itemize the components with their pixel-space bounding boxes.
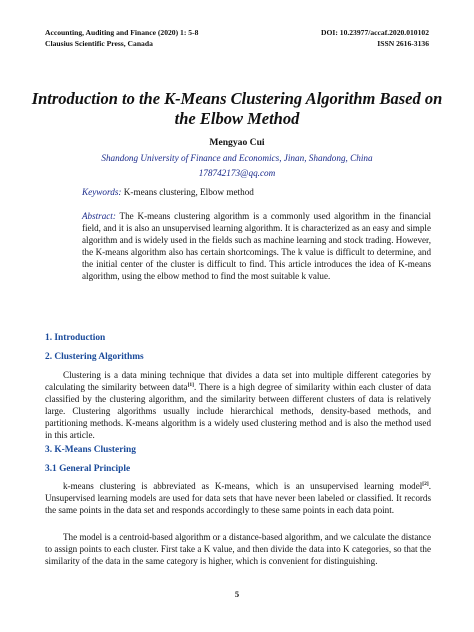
- affiliation-block: [0, 151, 474, 181]
- section-heading-introduction: 1. Introduction: [45, 333, 106, 343]
- affiliation: Shandong University of Finance and Economics, Jinan, Shandong, China: [101, 153, 373, 163]
- keywords-label: Keywords:: [82, 187, 122, 197]
- running-header-right: [321, 27, 429, 49]
- paper-title: Introduction to the K-Means Clustering Algorithm Based on the Elbow Method: [31, 89, 443, 128]
- abstract-text: The K-means clustering algorithm is a commonly used algorithm in the financial field, and it is also an unsupervised learning algorithm. It is characterized as an easy and simple algorithm and is widely used in the fields such as machine learning and stock trading. However, the K-means algorithm also has certain shortcomings. The k value is difficult to determine, and the initial center of the cluster is difficult to find. This article introduces the idea of K-means algorithm, using the elbow method to find the most suitable k value.: [82, 211, 431, 281]
- citation-ref: [1]: [187, 381, 195, 388]
- paragraph-text: Clustering is a data mining technique that divides a data set into multiple different categories by calculating the similarity between data: [45, 370, 431, 392]
- keywords: [82, 187, 254, 197]
- abstract: [82, 211, 431, 282]
- keywords-text: K-means clustering, Elbow method: [121, 187, 254, 197]
- paragraph-clustering: [45, 370, 431, 441]
- page-number: 5: [234, 589, 240, 599]
- paragraph-text: k-means clustering is abbreviated as K-means, which is an unsupervised learning model: [63, 481, 423, 491]
- publisher: Clausius Scientific Press, Canada: [45, 39, 153, 48]
- author-email: 178742173@qq.com: [198, 168, 276, 178]
- paragraph-text: . There is a high degree of similarity within each cluster of data classified by the clustering algorithm, and the similarity between different clusters of data is relatively large. Clustering algorithms usually include hierarchical methods, density-based methods, and partitioning methods. K-means algorithm is a widely used clustering method and is also the method used in this article.: [45, 381, 431, 440]
- paragraph-kmeans-intro: [45, 481, 431, 517]
- section-heading-clustering-algorithms: 2. Clustering Algorithms: [45, 352, 144, 362]
- abstract-label: Abstract:: [82, 211, 116, 221]
- journal-citation: Accounting, Auditing and Finance (2020) 1: 5-8: [45, 28, 199, 37]
- author-name: Mengyao Cui: [209, 137, 265, 148]
- section-heading-kmeans: 3. K-Means Clustering: [45, 445, 136, 455]
- running-header-left: [45, 27, 198, 49]
- issn: ISSN 2616-3136: [377, 39, 429, 48]
- citation-ref: [2]: [422, 480, 429, 487]
- doi: DOI: 10.23977/accaf.2020.010102: [321, 28, 429, 37]
- paragraph-kmeans-model: The model is a centroid-based algorithm or a distance-based algorithm, and we calculate the distance to assign points to each cluster. First take a K value, and then divide the data into K categories, so that the similarity of the data in the same category is higher, which is convenient for distinguishing.: [45, 532, 431, 566]
- paragraph-text: . Unsupervised learning models are used for data sets that have never been labeled or classified. It records the same points in the data set and responds accordingly to these same points in each data point.: [45, 481, 431, 515]
- subsection-heading-general-principle: 3.1 General Principle: [45, 464, 131, 474]
